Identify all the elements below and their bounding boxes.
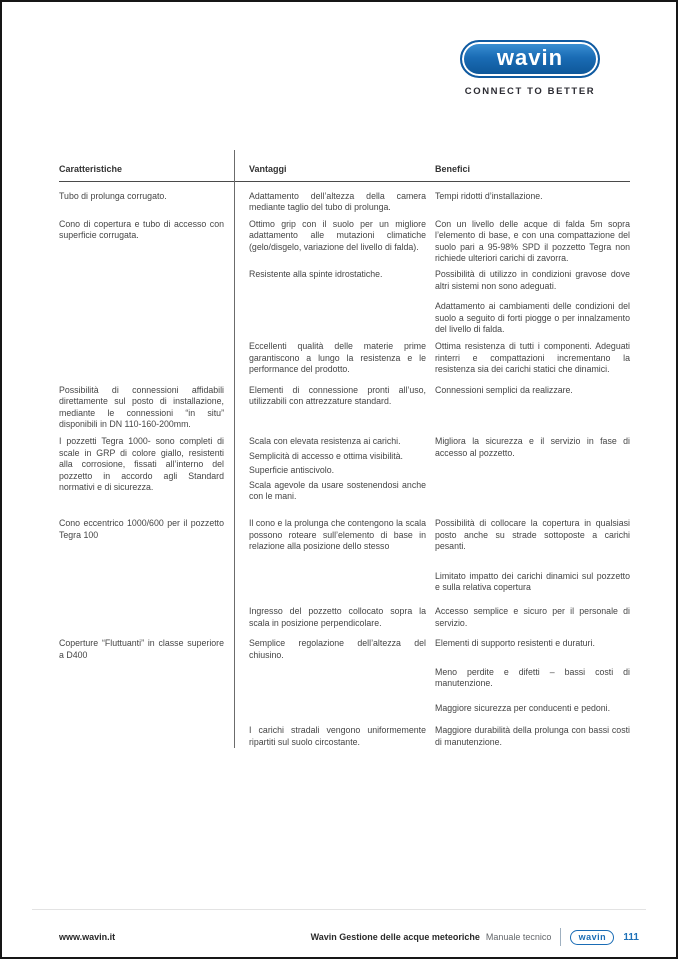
cell-vantaggi bbox=[249, 191, 435, 214]
cell-benefici bbox=[435, 301, 630, 335]
footer-website-link[interactable]: www.wavin.it bbox=[59, 932, 116, 942]
cell-vantaggi bbox=[249, 301, 435, 335]
cell-text: Possibilità di utilizzo in condizioni gravose dove altri sistemi non sono adeguati. bbox=[435, 269, 630, 291]
cell-benefici bbox=[435, 606, 630, 629]
wavin-logo bbox=[460, 40, 600, 78]
features-table bbox=[59, 150, 630, 748]
wavin-logo-small-text: wavin bbox=[578, 932, 607, 942]
cell-text: Connessioni semplici da realizzare. bbox=[435, 384, 573, 395]
cell-text: Meno perdite e difetti – bassi costi di manutenzione. bbox=[435, 667, 630, 689]
cell-caratteristiche bbox=[59, 606, 249, 629]
cell-text: Semplice regolazione dell’altezza del chiusino. bbox=[249, 638, 426, 660]
cell-caratteristiche bbox=[59, 341, 249, 375]
table-row bbox=[59, 725, 630, 748]
table-header-row bbox=[59, 150, 630, 182]
cell-text: Migliora la sicurezza e il servizio in fase di accesso al pozzetto. bbox=[435, 436, 630, 458]
page-footer bbox=[59, 926, 639, 948]
cell-text: I pozzetti Tegra 1000- sono completi di scale in GRP di colore giallo, resistenti alla corrosione, fissati all’interno del pozzetto in accordo agli Standard normativi e di sicurezza. bbox=[59, 436, 224, 492]
cell-text: Resistente alla spinte idrostatiche. bbox=[249, 269, 383, 280]
footer-separator bbox=[560, 928, 561, 946]
table-row bbox=[59, 269, 630, 292]
cell-text: Adattamento dell’altezza della camera mediante taglio del tubo di prolunga. bbox=[249, 191, 426, 213]
cell-text: Ottima resistenza di tutti i componenti. Adeguati rinterri e compattazioni incrementano la resistenza sia dei carichi statici che dinamici. bbox=[435, 341, 630, 375]
cell-caratteristiche bbox=[59, 667, 249, 690]
table-row bbox=[59, 301, 630, 335]
table-row bbox=[59, 703, 630, 714]
table-body bbox=[59, 182, 630, 748]
cell-text: Elementi di supporto resistenti e duraturi. bbox=[435, 638, 595, 649]
table-row bbox=[59, 436, 630, 502]
cell-text: Eccellenti qualità delle materie prime garantiscono a lungo la resistenza e le performance del prodotto. bbox=[249, 341, 426, 375]
cell-text: Coperture “Fluttuanti” in classe superiore a D400 bbox=[59, 638, 224, 660]
table-row bbox=[59, 219, 630, 265]
cell-text: Ottimo grip con il suolo per un migliore adattamento alle mutazioni climatiche (gelo/disgelo, variazione del livello di falda). bbox=[249, 218, 426, 252]
cell-benefici bbox=[435, 703, 630, 714]
cell-benefici bbox=[435, 638, 630, 661]
cell-caratteristiche bbox=[59, 436, 249, 502]
cell-benefici bbox=[435, 191, 630, 214]
cell-text: I carichi stradali vengono uniformemente ripartiti sul suolo circostante. bbox=[249, 725, 426, 747]
cell-text: Tubo di prolunga corrugato. bbox=[59, 191, 167, 201]
wavin-logo-text: wavin bbox=[496, 45, 564, 70]
cell-benefici bbox=[435, 518, 630, 552]
header-vantaggi: Vantaggi bbox=[249, 164, 287, 174]
header-benefici: Benefici bbox=[435, 164, 471, 174]
cell-vantaggi bbox=[249, 725, 435, 748]
page-number: 111 bbox=[623, 931, 639, 943]
cell-vantaggi bbox=[249, 436, 435, 502]
cell-vantaggi bbox=[249, 571, 435, 594]
cell-text: Ingresso del pozzetto collocato sopra la scala in posizione perpendicolare. bbox=[249, 606, 426, 628]
cell-vantaggi bbox=[249, 638, 435, 661]
cell-caratteristiche bbox=[59, 385, 249, 431]
cell-caratteristiche bbox=[59, 518, 249, 552]
footer-doc-title: Wavin Gestione delle acque meteoriche bbox=[310, 932, 480, 942]
cell-vantaggi bbox=[249, 667, 435, 690]
table-row bbox=[59, 638, 630, 661]
table-row bbox=[59, 341, 630, 375]
cell-text: Possibilità di connessioni affidabili direttamente sul posto di installazione, mediante le connessioni “in situ” disponibili in DN 110-160-200mm. bbox=[59, 384, 224, 429]
cell-caratteristiche bbox=[59, 571, 249, 594]
cell-caratteristiche bbox=[59, 638, 249, 661]
cell-vantaggi bbox=[249, 703, 435, 714]
header-caratteristiche: Caratteristiche bbox=[59, 164, 123, 174]
cell-text: Possibilità di collocare la copertura in qualsiasi posto anche su strade sottoposte a carichi pesanti. bbox=[435, 518, 630, 552]
cell-text: Adattamento ai cambiamenti delle condizioni del suolo a seguito di forti piogge o per innalzamento del livello di falda. bbox=[435, 301, 630, 335]
cell-text: Con un livello delle acque di falda 5m sopra l’elemento di base, e con una compattazione del suolo pari a 95-98% SPD il pozzetto Tegra non richiede ulteriori carichi di zavorra. bbox=[435, 218, 630, 264]
cell-caratteristiche bbox=[59, 191, 249, 214]
cell-caratteristiche bbox=[59, 219, 249, 265]
cell-caratteristiche bbox=[59, 301, 249, 335]
cell-benefici bbox=[435, 385, 630, 431]
cell-text: Il cono e la prolunga che contengono la scala possono roteare sull’elemento di base in relazione alla posizione dello stesso bbox=[249, 518, 426, 552]
cell-text: Limitato impatto dei carichi dinamici sul pozzetto e sulla relativa copertura bbox=[435, 570, 630, 592]
cell-text: Maggiore sicurezza per conducenti e pedoni. bbox=[435, 702, 611, 713]
cell-text: Scala con elevata resistenza ai carichi. bbox=[249, 436, 401, 447]
wavin-logo-small bbox=[570, 930, 614, 945]
brand-header bbox=[460, 40, 600, 97]
cell-text: Semplicità di accesso e ottima visibilità. bbox=[249, 450, 404, 461]
cell-vantaggi bbox=[249, 606, 435, 629]
footer-divider-line bbox=[32, 909, 646, 910]
column-divider-line bbox=[234, 150, 235, 748]
cell-vantaggi bbox=[249, 219, 435, 265]
brand-tagline: CONNECT TO BETTER bbox=[464, 86, 596, 97]
table-row bbox=[59, 667, 630, 690]
cell-caratteristiche bbox=[59, 725, 249, 748]
table-row bbox=[59, 518, 630, 552]
cell-vantaggi bbox=[249, 269, 435, 292]
cell-benefici bbox=[435, 219, 630, 265]
table-row bbox=[59, 571, 630, 594]
cell-text: Maggiore durabilità della prolunga con bassi costi di manutenzione. bbox=[435, 725, 630, 747]
cell-text: Elementi di connessione pronti all’uso, utilizzabili con attrezzature standard. bbox=[249, 384, 426, 407]
cell-text: Tempi ridotti d’installazione. bbox=[435, 191, 543, 201]
cell-caratteristiche bbox=[59, 703, 249, 714]
cell-benefici bbox=[435, 725, 630, 748]
table-row bbox=[59, 191, 630, 214]
cell-vantaggi bbox=[249, 385, 435, 431]
cell-text: Accesso semplice e sicuro per il personale di servizio. bbox=[435, 606, 630, 628]
cell-vantaggi bbox=[249, 341, 435, 375]
cell-benefici bbox=[435, 341, 630, 375]
cell-text: Superficie antiscivolo. bbox=[249, 465, 335, 476]
cell-benefici bbox=[435, 436, 630, 502]
cell-text: Cono eccentrico 1000/600 per il pozzetto Tegra 100 bbox=[59, 518, 224, 540]
cell-benefici bbox=[435, 269, 630, 292]
cell-caratteristiche bbox=[59, 269, 249, 292]
table-row bbox=[59, 385, 630, 431]
cell-benefici bbox=[435, 571, 630, 594]
footer-doc-subtitle: Manuale tecnico bbox=[485, 932, 552, 942]
cell-benefici bbox=[435, 667, 630, 690]
cell-text: Cono di copertura e tubo di accesso con superficie corrugata. bbox=[59, 218, 224, 241]
table-row bbox=[59, 606, 630, 629]
footer-right-group bbox=[311, 928, 639, 946]
cell-vantaggi bbox=[249, 518, 435, 552]
cell-text: Scala agevole da usare sostenendosi anche con le mani. bbox=[249, 479, 426, 501]
